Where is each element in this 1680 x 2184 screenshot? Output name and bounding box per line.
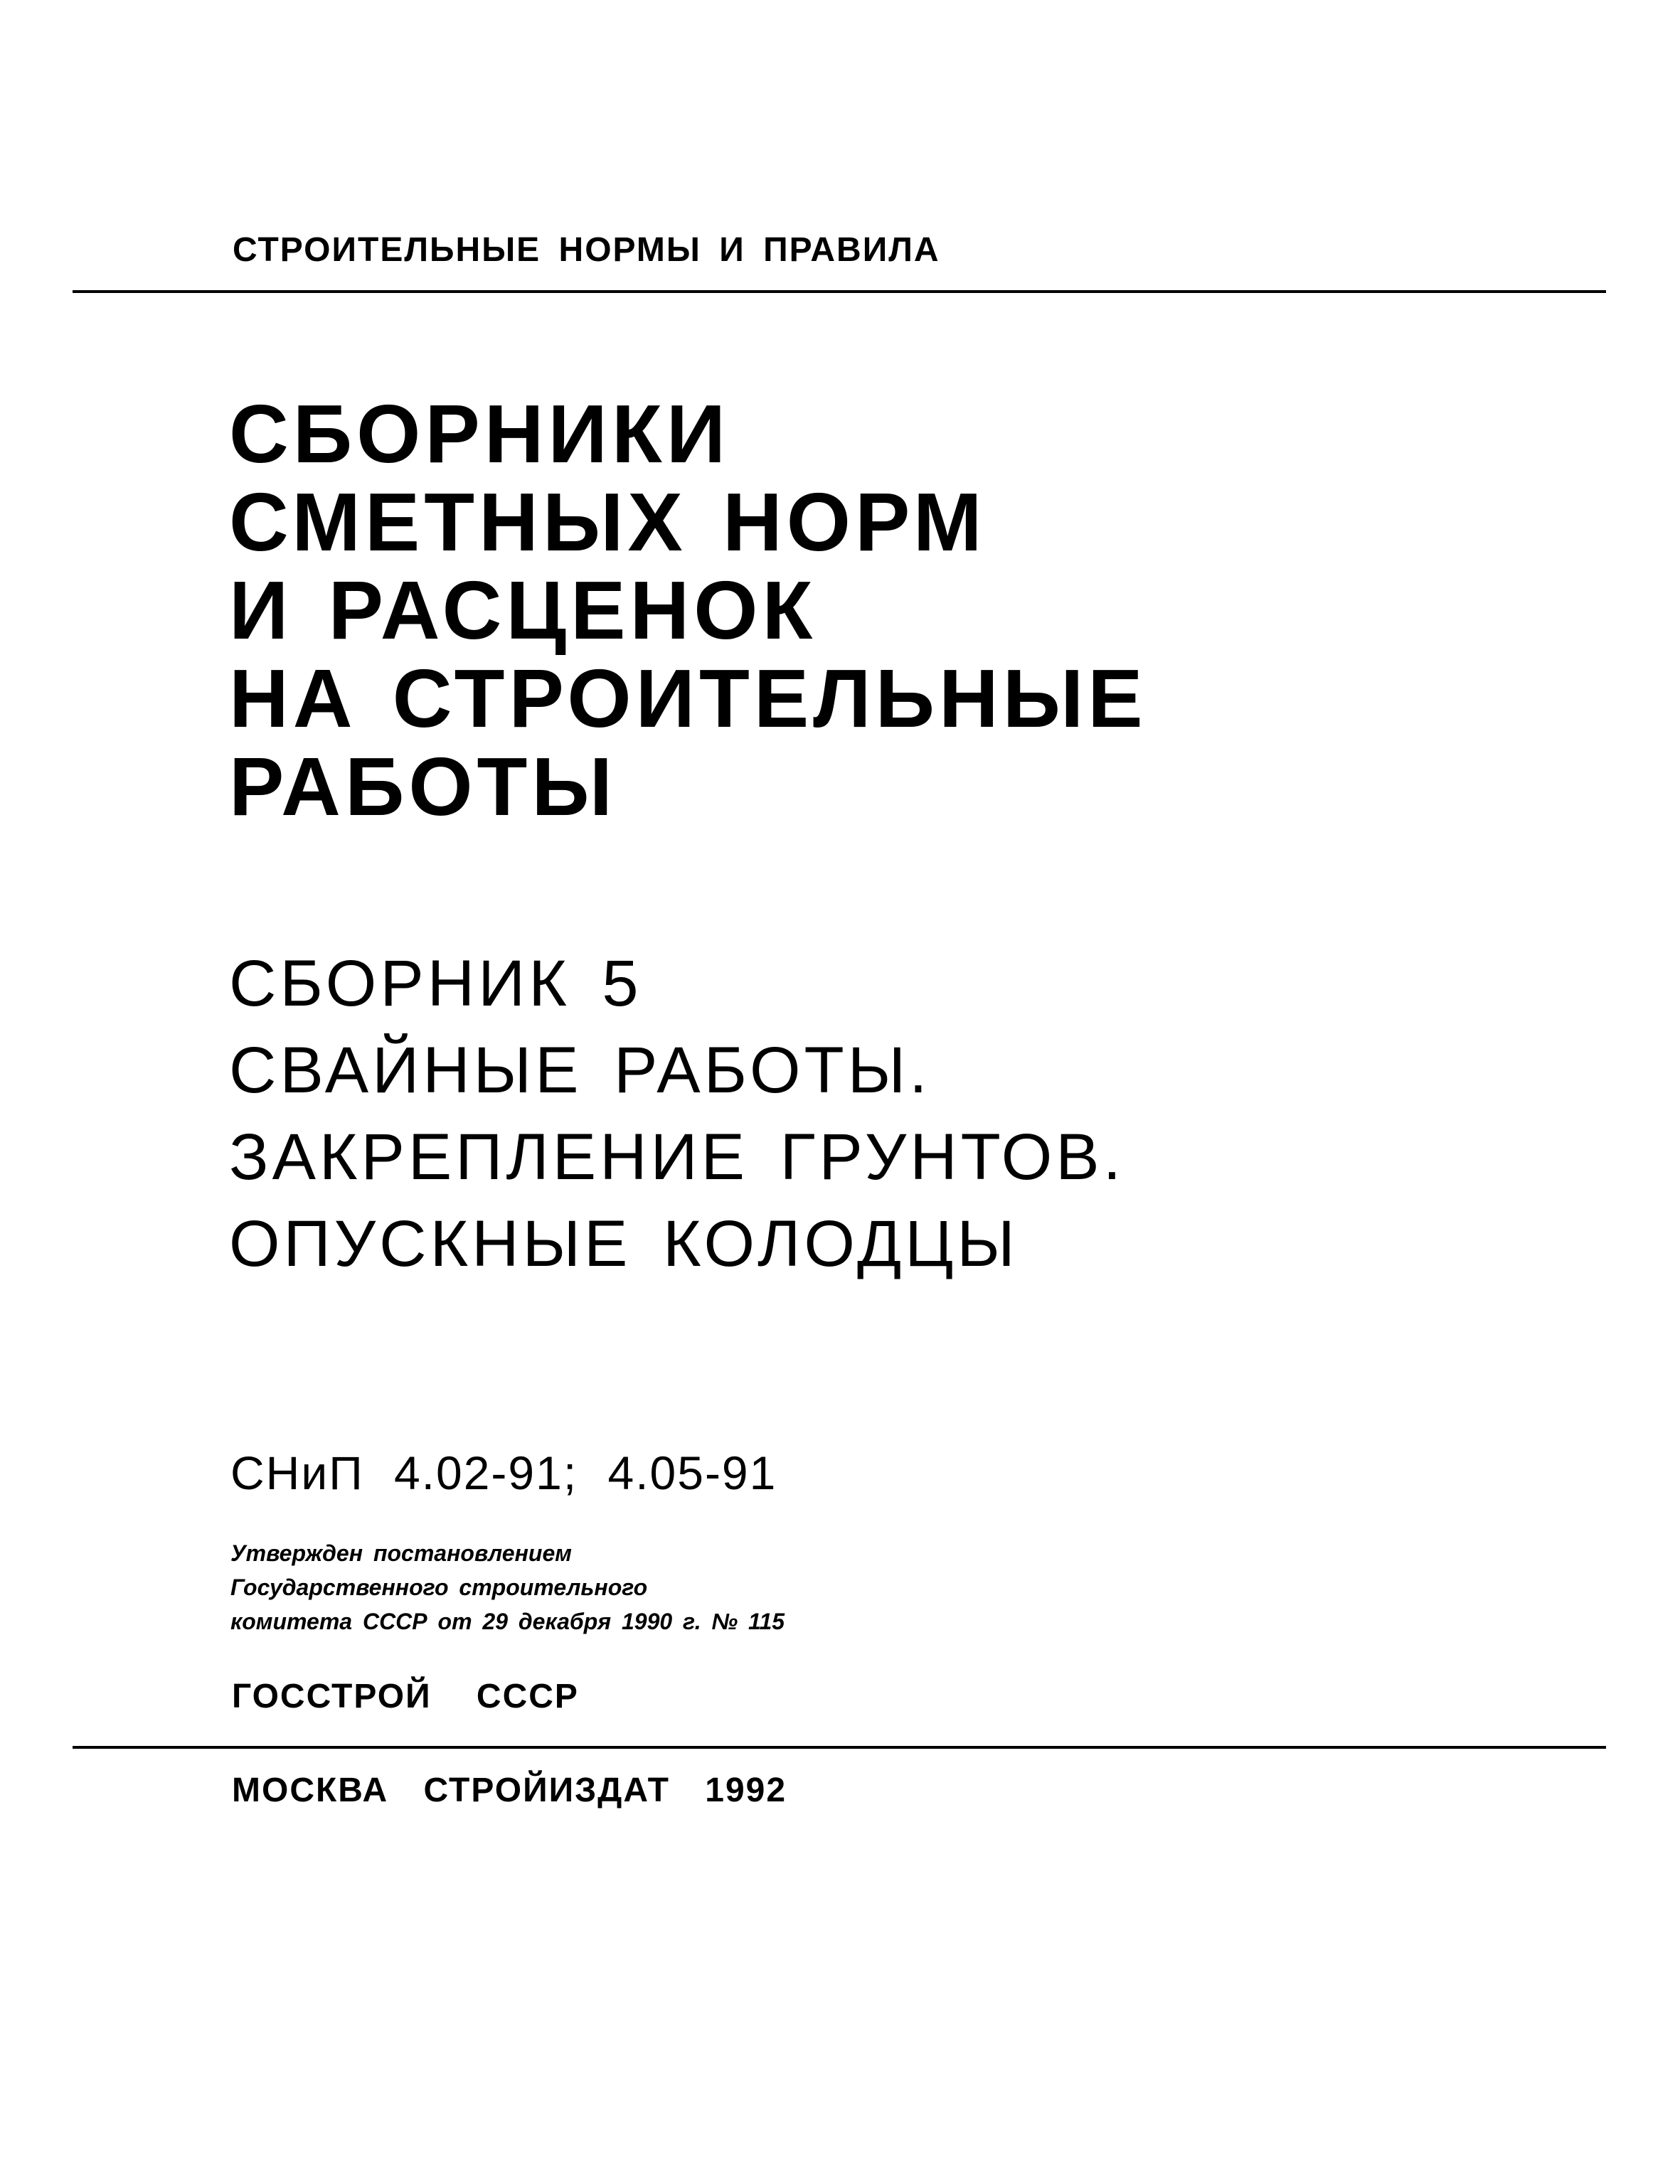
main-title-line: РАБОТЫ: [229, 740, 617, 833]
approval-line: комитета СССР от 29 декабря 1990 г. № 115: [230, 1609, 785, 1634]
approval-line: Государственного строительного: [230, 1575, 648, 1600]
series-header: СТРОИТЕЛЬНЫЕ НОРМЫ И ПРАВИЛА: [233, 231, 940, 269]
snip-codes: СНиП 4.02-91; 4.05-91: [230, 1447, 777, 1499]
collection-subtitle-line: ЗАКРЕПЛЕНИЕ ГРУНТОВ.: [229, 1121, 1125, 1193]
main-title: [229, 390, 1147, 831]
main-title-line: И РАСЦЕНОК: [229, 564, 817, 656]
approval-line: Утвержден постановлением: [230, 1540, 572, 1566]
top-divider: [73, 290, 1606, 293]
imprint: МОСКВА СТРОЙИЗДАТ 1992: [232, 1772, 787, 1809]
collection-number: СБОРНИК 5: [229, 947, 642, 1020]
main-title-line: НА СТРОИТЕЛЬНЫЕ: [229, 652, 1147, 745]
main-title-line: СМЕТНЫХ НОРМ: [229, 476, 987, 568]
publisher: ГОССТРОЙ СССР: [232, 1678, 579, 1715]
bottom-divider: [73, 1746, 1606, 1749]
main-title-line: СБОРНИКИ: [229, 388, 730, 480]
collection-subtitle-line: СВАЙНЫЕ РАБОТЫ.: [229, 1034, 931, 1107]
approval-note: [230, 1536, 785, 1639]
collection-block: [229, 940, 1125, 1287]
collection-subtitle-line: ОПУСКНЫЕ КОЛОДЦЫ: [229, 1208, 1019, 1280]
